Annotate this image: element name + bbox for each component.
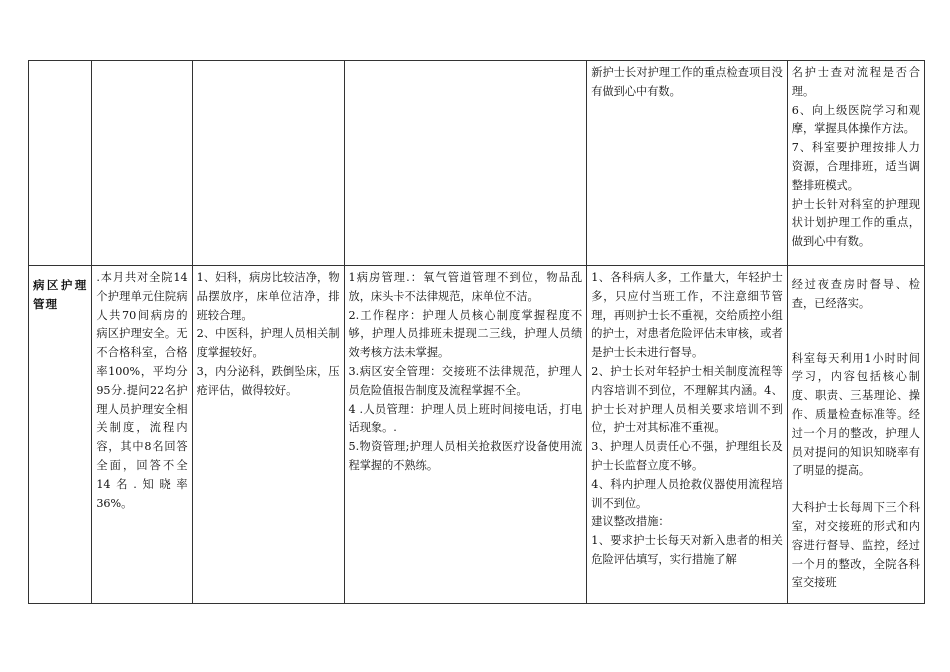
cell-text: 2、护士长对年轻护士相关制度流程等内容培训不到位，不理解其内涵。4、护士长对护理人员相关要求培训不到位，护士对其标准不重视。 bbox=[591, 364, 783, 435]
cell-text: 1病房管理.：氧气管道管理不到位，物品乱放，床头卡不法律规范，床单位不洁。 bbox=[348, 271, 583, 303]
cell-empty bbox=[192, 61, 344, 266]
cell-text: 2.工作程序：护理人员核心制度掌握程度不够，护理人员排班未提现二三线，护理人员绩效考核方法未掌握。 bbox=[348, 308, 583, 360]
cause-analysis-cell bbox=[587, 61, 788, 266]
rectification-cell bbox=[787, 266, 924, 604]
cell-text: 3，内分泌科，跌倒坠床，压疮评估，做得较好。 bbox=[196, 364, 340, 397]
cell-text: .本月共对全院14个护理单元住院病人共70间病房的病区护理安全。无不合格科室，合格率100%，平均分95分.提问22名护理人员护理安全相关制度，流程内容，其中8名回答全面，回答不全14名.知晓率36%。 bbox=[96, 271, 188, 510]
cell-text: 名护士查对流程是否合理。 bbox=[791, 66, 920, 98]
category-label: 病区护理管理 bbox=[29, 266, 92, 604]
cell-text: 2、中医科，护理人员相关制度掌握较好。 bbox=[196, 327, 340, 360]
cell-text: 3、护理人员责任心不强，护理组长及护士长监督立度不够。 bbox=[591, 440, 783, 472]
cell-text: 1、各科病人多，工作量大，年轻护士多，只应付当班工作，不注意细节管理，再则护士长不重视，交给质控小组的护士，对患者危险评估未审核，或者是护士长未进行督导。 bbox=[591, 271, 783, 360]
cell-text: 科室每天利用1小时时间学习，内容包括核心制度、职责、三基理论、操作、质量检查标准等。经过一个月的整改，护理人员对提问的知识知晓率有了明显的提高。 bbox=[791, 351, 920, 478]
strengths-cell bbox=[192, 266, 344, 604]
table-row bbox=[29, 266, 925, 604]
rectification-cell bbox=[787, 61, 924, 266]
cell-text: 大科护士长每周下三个科室，对交接班的形式和内容进行督导、监控，经过一个月的整改，全院各科室交接班 bbox=[791, 501, 920, 590]
table-row bbox=[29, 61, 925, 266]
cell-text: 4 .人员管理：护理人员上班时间接电话，打电话现象。. bbox=[348, 402, 583, 435]
spacer bbox=[792, 332, 920, 350]
spacer bbox=[792, 314, 920, 332]
cell-text: 3.病区安全管理：交接班不法律规范，护理人员危险值报告制度及流程掌握不全。 bbox=[348, 364, 583, 397]
cause-analysis-cell bbox=[587, 266, 788, 604]
cell-text: 7、科室要护理按排人力资源，合理排班，适当调整排班模式。 bbox=[791, 141, 920, 192]
cell-empty bbox=[92, 61, 192, 266]
cell-text: 经过夜查房时督导、检查，已经落实。 bbox=[791, 278, 920, 310]
cell-text: 护士长针对科室的护理现状计划护理工作的重点，做到心中有数。 bbox=[791, 197, 920, 249]
cell-text: 6、向上级医院学习和观摩，掌握具体操作方法。 bbox=[791, 103, 920, 136]
cell-empty bbox=[29, 61, 92, 266]
cell-empty bbox=[344, 61, 587, 266]
quality-report-table bbox=[28, 60, 925, 604]
cell-text: 新护士长对护理工作的重点检查项目没有做到心中有数。 bbox=[591, 66, 783, 98]
cell-text: 建议整改措施： bbox=[591, 515, 670, 529]
spacer bbox=[792, 481, 920, 499]
inspection-summary-cell bbox=[92, 266, 192, 604]
cell-text: 1、要求护士长每天对新入患者的相关危险评估填写，实行措施了解 bbox=[591, 534, 783, 566]
cell-text: 5.物资管理;护理人员相关抢救医疗设备使用流程掌握的不熟练。 bbox=[348, 440, 583, 472]
cell-text: 1、妇科，病房比较洁净，物品摆放序，床单位洁净，排班较合理。 bbox=[196, 271, 340, 322]
problems-cell bbox=[344, 266, 587, 604]
cell-text: 4、科内护理人员抢救仪器使用流程培训不到位。 bbox=[591, 477, 783, 510]
